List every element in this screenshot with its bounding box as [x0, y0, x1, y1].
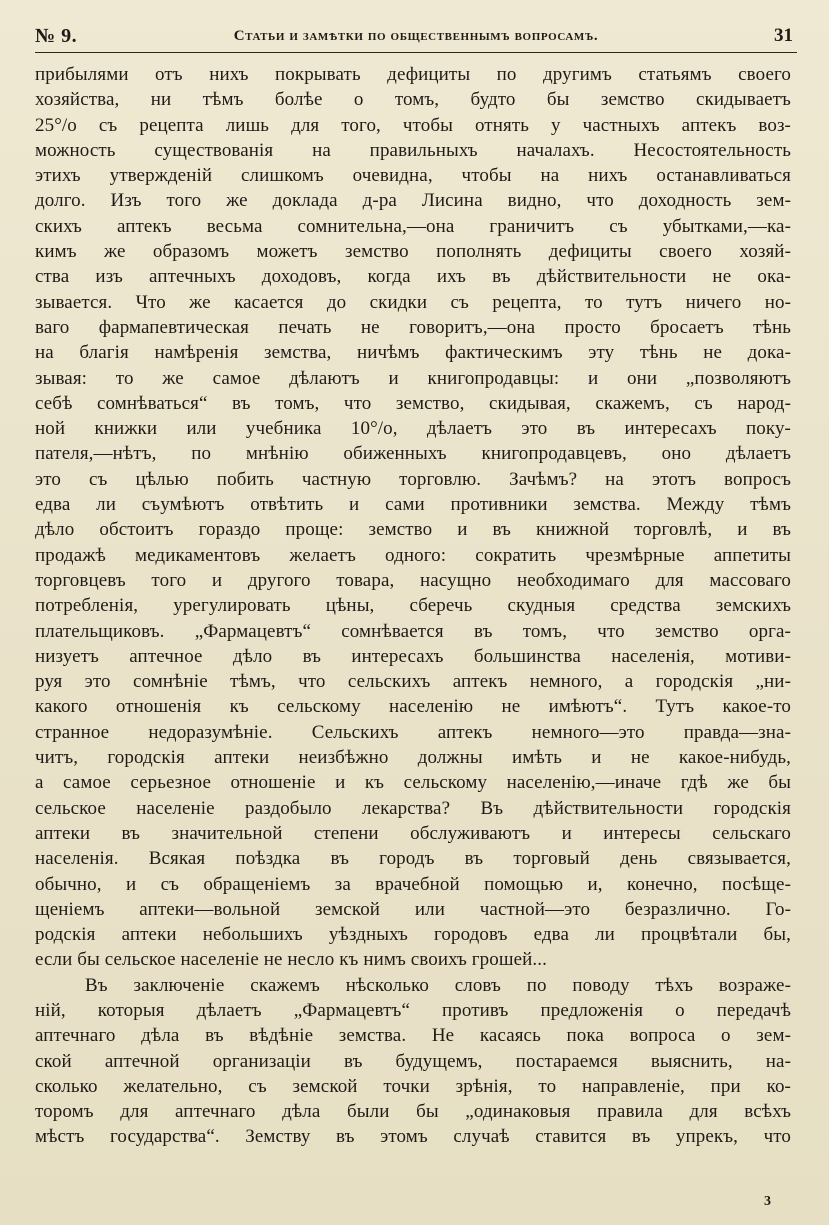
signature-mark: 3	[764, 1194, 771, 1209]
text-line: зывая: то же самое дѣлаютъ и книгопродавцы: и они „позволяютъ	[35, 367, 791, 389]
text-line: ской аптечной организаціи въ будущемъ, постараемся выяснить, на-	[35, 1050, 791, 1072]
text-line: торговцевъ того и другого товара, насущно необходимаго для массоваго	[35, 569, 791, 591]
text-line: торомъ для аптечнаго дѣла были бы „одинаковыя правила для всѣхъ	[35, 1101, 791, 1123]
text-line: обычно, и съ обращеніемъ за врачебной помощью и, конечно, посѣще-	[35, 873, 791, 895]
text-line: сельское населеніе раздобыло лекарства? Въ дѣйствительности городскія	[35, 797, 791, 819]
text-line: ной книжки или учебника 10°/о, дѣлаетъ это въ интересахъ поку-	[35, 418, 791, 440]
text-line: странное недоразумѣніе. Сельскихъ аптекъ немного—это правда—зна-	[35, 721, 791, 743]
text-line: а самое серьезное отношеніе и къ сельскому населенію,—иначе гдѣ же бы	[35, 772, 791, 794]
text-line: зывается. Что же касается до скидки съ рецепта, то тутъ ничего но-	[35, 291, 791, 313]
page-number: 31	[774, 25, 793, 46]
text-line: читъ, городскія аптеки неизбѣжно должны имѣть и не какое-нибудь,	[35, 747, 791, 769]
text-line: мѣстъ государства“. Земству въ этомъ случаѣ ставится въ упрекъ, что	[35, 1126, 791, 1148]
paragraph-start-line: Въ заключеніе скажемъ нѣсколько словъ по поводу тѣхъ возраже-	[85, 974, 791, 996]
text-line: плательщиковъ. „Фармацевтъ“ сомнѣвается въ томъ, что земство орга-	[35, 620, 791, 642]
paragraph-end-line: если бы сельское населеніе не несло къ нимъ своихъ грошей...	[35, 949, 547, 971]
text-line: скихъ аптекъ весьма сомнительна,—она граничитъ съ убытками,—ка-	[35, 215, 791, 237]
issue-number: № 9.	[35, 25, 78, 47]
text-line: 25°/о съ рецепта лишь для того, чтобы отнять у частныхъ аптекъ воз-	[35, 114, 791, 136]
text-line: продажѣ медикаментовъ желаетъ одного: сократить чрезмѣрные аппетиты	[35, 544, 791, 566]
text-line: пателя,—нѣтъ, по мнѣнію обиженныхъ книгопродавцевъ, оно дѣлаетъ	[35, 443, 791, 465]
text-line: хозяйства, ни тѣмъ болѣе о томъ, будто бы земство скидываетъ	[35, 89, 791, 111]
text-line: населенія. Всякая поѣздка въ городъ въ торговый день связывается,	[35, 848, 791, 870]
text-line: прибылями отъ нихъ покрывать дефициты по другимъ статьямъ своего	[35, 64, 791, 85]
text-line: родскія аптеки небольшихъ уѣздныхъ городовъ едва ли процвѣтали бы,	[35, 924, 791, 946]
text-line: сколько желательно, съ земской точки зрѣнія, то направленіе, при ко-	[35, 1075, 791, 1097]
text-line: едва ли съумѣютъ отвѣтить и сами противники земства. Между тѣмъ	[35, 494, 791, 516]
text-line: можность существованія на правильныхъ началахъ. Несостоятельность	[35, 139, 791, 161]
text-line: себѣ сомнѣваться“ въ томъ, что земство, скидывая, скажемъ, съ народ-	[35, 392, 791, 414]
text-line: руя это сомнѣніе тѣмъ, что сельскихъ аптекъ немного, а городскія „ни-	[35, 671, 791, 693]
text-line: долго. Изъ того же доклада д-ра Лисина видно, что доходность зем-	[35, 190, 791, 212]
text-line: на благія намѣренія земства, ничѣмъ фактическимъ эту тѣнь не дока-	[35, 342, 791, 364]
text-line: щеніемъ аптеки—вольной земской или частной—это безразлично. Го-	[35, 898, 791, 920]
text-line: дѣло обстоитъ гораздо проще: земство и въ книжной торговлѣ, и въ	[35, 519, 791, 541]
text-line: кимъ же образомъ можетъ земство пополнять дефициты своего хозяй-	[35, 241, 791, 263]
text-line: ваго фармапевтическая печать не говоритъ,—она просто бросаетъ тѣнь	[35, 316, 791, 338]
text-line: ства изъ аптечныхъ доходовъ, когда ихъ въ дѣйствительности не ока-	[35, 266, 791, 288]
running-header	[35, 22, 797, 53]
text-line: аптечнаго дѣла въ вѣдѣніе земства. Не касаясь пока вопроса о зем-	[35, 1025, 791, 1047]
section-title: Статьи и замѣтки по общественнымъ вопросамъ.	[233, 28, 599, 44]
text-line: потребленія, урегулировать цѣны, сберечь скудныя средства земскихъ	[35, 595, 791, 617]
text-line: аптеки въ значительной степени обслуживаютъ и интересы сельскаго	[35, 822, 791, 844]
text-line: ній, которыя дѣлаетъ „Фармацевтъ“ противъ предложенія о передачѣ	[35, 999, 791, 1021]
body-text	[35, 62, 791, 1150]
text-line: низуетъ аптечное дѣло въ интересахъ большинства населенія, мотиви-	[35, 645, 791, 667]
text-line: это съ цѣлью побить частную торговлю. Зачѣмъ? на этотъ вопросъ	[35, 468, 791, 490]
text-line: какого отношенія къ сельскому населенію не имѣютъ“. Тутъ какое-то	[35, 696, 791, 718]
text-line: этихъ утвержденій слишкомъ очевидна, чтобы на нихъ останавливаться	[35, 165, 791, 187]
